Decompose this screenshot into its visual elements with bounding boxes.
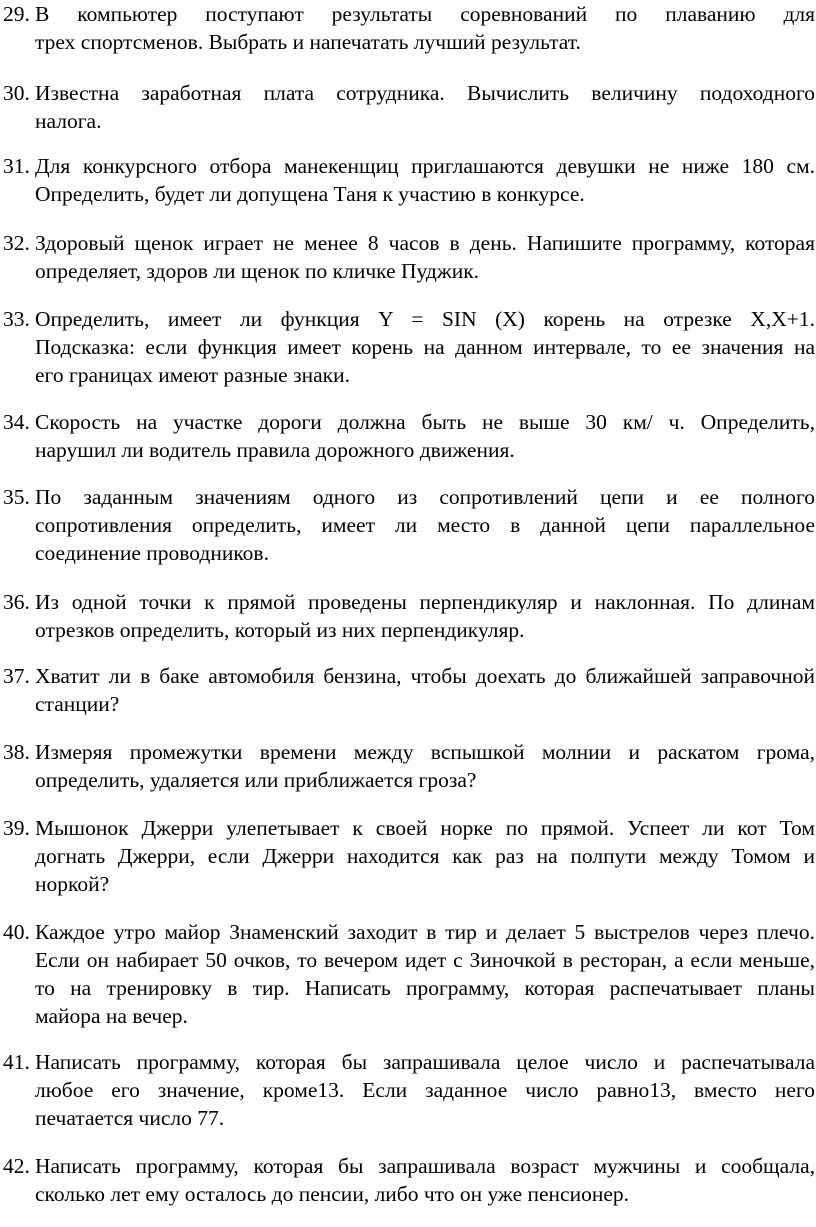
task-line: Написать программу, которая бы запрашивала возраст мужчины и сообщала, bbox=[35, 1154, 815, 1178]
task-line: Хватит ли в баке автомобиля бензина, чтобы доехать до ближайшей заправочной bbox=[35, 664, 815, 688]
task-line: определяет, здоров ли щенок по кличке Пуджик. bbox=[35, 259, 480, 283]
task-number: 35. bbox=[3, 485, 30, 509]
task-line: сопротивления определить, имеет ли место в данной цепи параллельное bbox=[35, 513, 815, 537]
task-number: 36. bbox=[3, 590, 30, 614]
task-line: сколько лет ему осталось до пенсии, либо что он уже пенсионер. bbox=[35, 1182, 630, 1206]
task-line: Здоровый щенок играет не менее 8 часов в день. Напишите программу, которая bbox=[35, 231, 815, 255]
task-line: Если он набирает 50 очков, то вечером идет с Зиночкой в ресторан, а если меньше, bbox=[35, 948, 815, 972]
task-line: Мышонок Джерри улепетывает к своей норке по прямой. Успеет ли кот Том bbox=[35, 816, 815, 840]
task-line: станции? bbox=[35, 692, 120, 716]
task-text bbox=[35, 79, 815, 135]
task-line: налога. bbox=[35, 109, 102, 133]
task-line: Определить, будет ли допущена Таня к участию в конкурсе. bbox=[35, 182, 585, 206]
task-number: 37. bbox=[3, 664, 30, 688]
task-line: соединение проводников. bbox=[35, 541, 269, 565]
task-line: По заданным значениям одного из сопротивлений цепи и ее полного bbox=[35, 485, 815, 509]
task-text bbox=[35, 408, 815, 464]
task-line: Каждое утро майор Знаменский заходит в тир и делает 5 выстрелов через плечо. bbox=[35, 920, 815, 944]
task-text bbox=[35, 662, 815, 718]
task-line: Написать программу, которая бы запрашивала целое число и распечатывала bbox=[35, 1050, 815, 1074]
task-number: 39. bbox=[3, 816, 30, 840]
task-number: 42. bbox=[3, 1154, 30, 1178]
task-text bbox=[35, 305, 815, 389]
task-text bbox=[35, 1048, 815, 1132]
task-text bbox=[35, 229, 815, 285]
task-line: Определить, имеет ли функция Y = SIN (X) корень на отрезке X,X+1. bbox=[35, 307, 815, 331]
task-text bbox=[35, 0, 815, 56]
task-text bbox=[35, 918, 815, 1030]
task-line: Для конкурсного отбора манекенщиц приглашаются девушки не ниже 180 см. bbox=[35, 154, 815, 178]
task-line: любое его значение, кроме13. Если заданное число равно13, вместо него bbox=[35, 1078, 815, 1102]
task-number: 31. bbox=[3, 154, 30, 178]
task-text bbox=[35, 814, 815, 898]
task-line: Известна заработная плата сотрудника. Вычислить величину подоходного bbox=[35, 81, 815, 105]
task-line: то на тренировку в тир. Написать программу, которая распечатывает планы bbox=[35, 976, 815, 1000]
task-text bbox=[35, 588, 815, 644]
task-number: 41. bbox=[3, 1050, 30, 1074]
task-line: В компьютер поступают результаты соревнований по плаванию для bbox=[35, 2, 815, 26]
task-number: 40. bbox=[3, 920, 30, 944]
task-text bbox=[35, 152, 815, 208]
task-line: его границах имеют разные знаки. bbox=[35, 363, 350, 387]
task-line: Измеряя промежутки времени между вспышкой молнии и раскатом грома, bbox=[35, 740, 815, 764]
task-text bbox=[35, 738, 815, 794]
task-number: 34. bbox=[3, 410, 30, 434]
task-line: норкой? bbox=[35, 872, 110, 896]
task-number: 29. bbox=[3, 2, 30, 26]
task-number: 32. bbox=[3, 231, 30, 255]
task-number: 38. bbox=[3, 740, 30, 764]
task-number: 33. bbox=[3, 307, 30, 331]
task-line: трех спортсменов. Выбрать и напечатать лучший результат. bbox=[35, 30, 581, 54]
task-line: нарушил ли водитель правила дорожного движения. bbox=[35, 438, 515, 462]
task-line: печатается число 77. bbox=[35, 1106, 225, 1130]
task-line: Подсказка: если функция имеет корень на данном интервале, то ее значения на bbox=[35, 335, 815, 359]
task-text bbox=[35, 483, 815, 567]
task-number: 30. bbox=[3, 81, 30, 105]
task-line: отрезков определить, который из них перпендикуляр. bbox=[35, 618, 525, 642]
task-text bbox=[35, 1152, 815, 1208]
task-line: догнать Джерри, если Джерри находится как раз на полпути между Томом и bbox=[35, 844, 815, 868]
task-line: Из одной точки к прямой проведены перпендикуляр и наклонная. По длинам bbox=[35, 590, 815, 614]
task-line: определить, удаляется или приближается гроза? bbox=[35, 768, 477, 792]
task-line: майора на вечер. bbox=[35, 1004, 188, 1028]
task-line: Скорость на участке дороги должна быть не выше 30 км/ ч. Определить, bbox=[35, 410, 815, 434]
